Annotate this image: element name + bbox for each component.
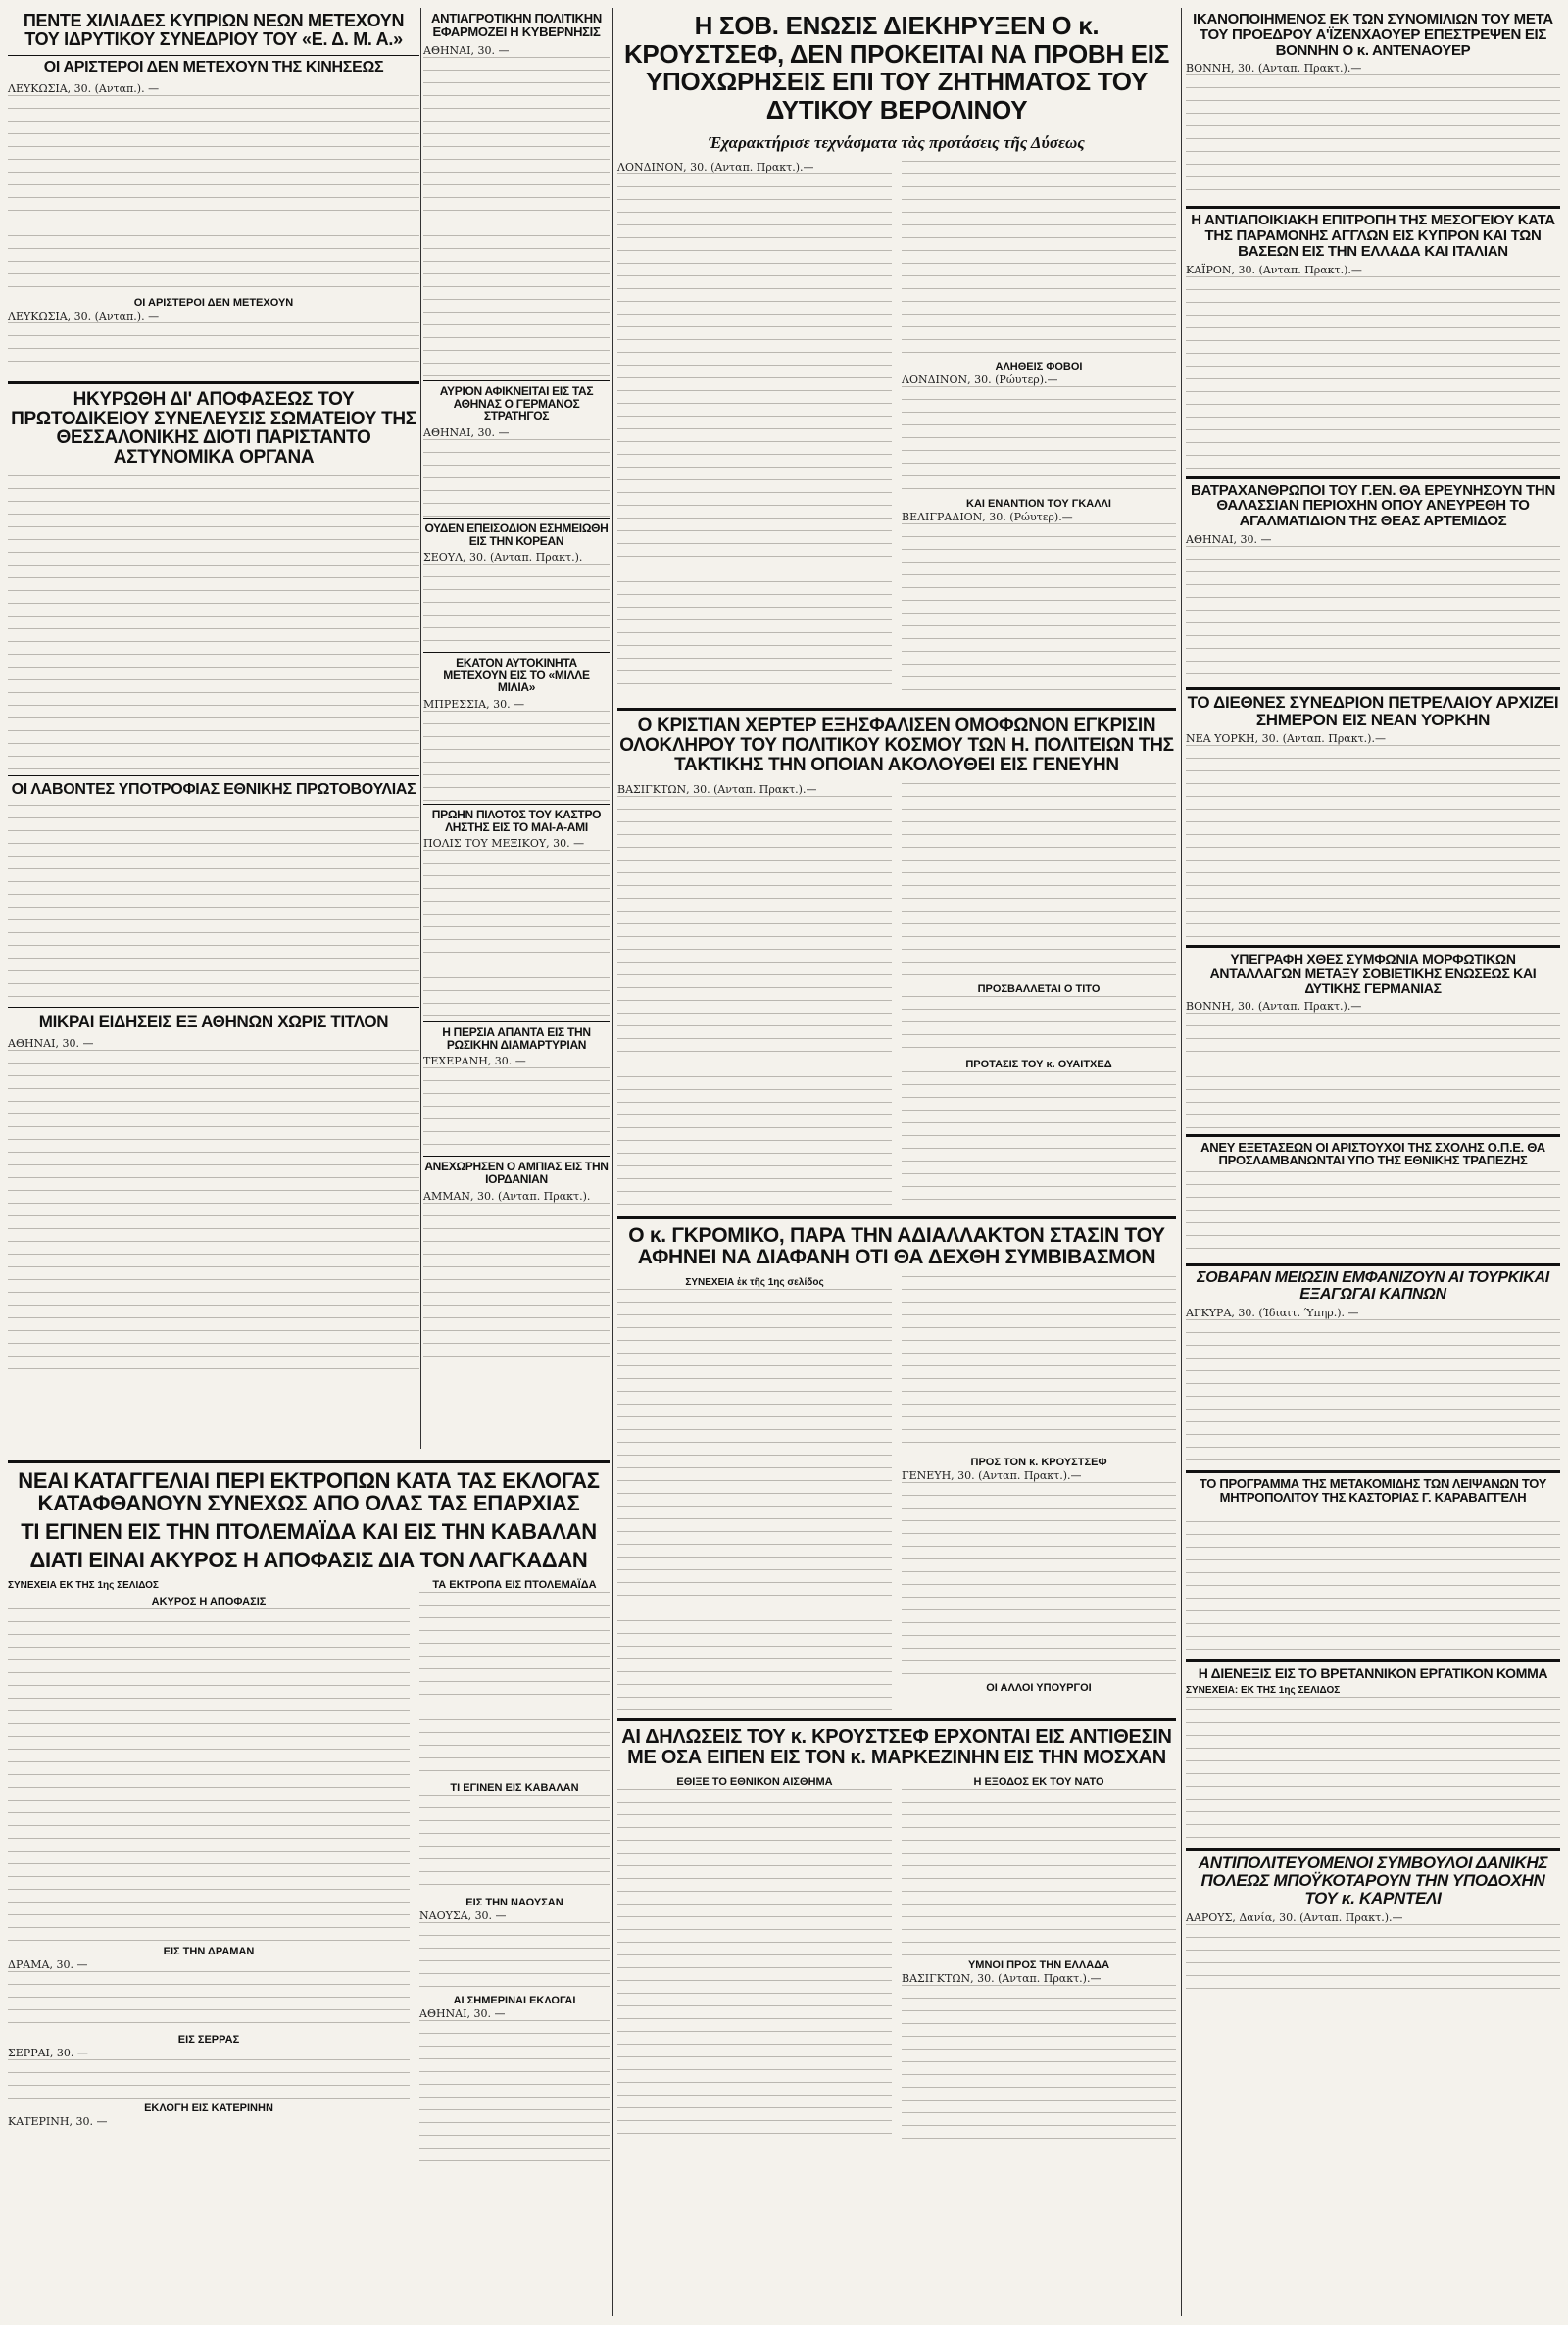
article-body xyxy=(1186,1319,1560,1466)
article-body xyxy=(423,850,610,1021)
headline-mille-miglia: ΕΚΑΤΟΝ ΑΥΤΟΚΙΝΗΤΑ ΜΕΤΕΧΟΥΝ ΕΙΣ ΤΟ «ΜΙΛΛΕ ΜΙΛΙΑ» xyxy=(443,656,590,695)
dateline: ΛΟΝΔΙΝΟΝ, 30. (Ανταπ. Πρακτ.).— xyxy=(617,161,814,174)
subhead-no-leftists: ΟΙ ΑΡΙΣΤΕΡΟΙ ΔΕΝ ΜΕΤΕΧΟΥΝ xyxy=(133,296,294,309)
dateline: ΑΜΜΑΝ, 30. (Ανταπ. Πρακτ.). xyxy=(423,1189,591,1203)
continuation-label: ΣΥΝΕΧΕΙΑ ΕΚ ΤΗΣ 1ης ΣΕΛΙΔΟΣ xyxy=(8,1580,159,1592)
subhead-invalid-decision: ΑΚΥΡΟΣ Η ΑΠΟΦΑΣΙΣ xyxy=(151,1596,267,1608)
subhead-true-fears: ΑΛΗΘΕΙΣ ΦΟΒΟΙ xyxy=(995,361,1083,373)
article-body xyxy=(617,1789,892,2142)
dateline: ΑΘΗΝΑΙ, 30. — xyxy=(419,2007,506,2021)
headline-khrushchev-berlin: Η ΣΟΒ. ΕΝΩΣΙΣ ΔΙΕΚΗΡΥΞΕΝ Ο κ. ΚΡΟΥΣΤΣΕΦ, ΔΕΝ ΠΡΟΚΕΙΤΑΙ ΝΑ ΠΡΟΒΗ ΕΙΣ ΥΠΟΧΩΡΗΣΕΙΣ ΕΠΙ ΤΟΥ ΖΗΤΗΜΑΤΟΣ ΤΟΥ ΔΥΤΙΚΟΥ ΒΕΡΟΛΙΝΟΥ xyxy=(623,11,1170,124)
article-body-short-news xyxy=(8,1050,419,1373)
subhead-kavala: ΤΙ ΕΓΙΝΕΝ ΕΙΣ ΚΑΒΑΛΑΝ xyxy=(450,1782,579,1795)
continuation-label: ΣΥΝΕΧΕΙΑ ἐκ τῆς 1ης σελίδος xyxy=(685,1277,824,1289)
subheadline-western-proposals: Έχαρακτήρισε τεχνάσματα τὰς προτάσεις τῆς Δύσεως xyxy=(709,133,1085,153)
headline-scholarships: ΟΙ ΛΑΒΟΝΤΕΣ ΥΠΟΤΡΟΦΙΑΣ ΕΘΝΙΚΗΣ ΠΡΩΤΟΒΟΥΛΙΑΣ xyxy=(11,781,416,799)
article-body-court xyxy=(8,475,419,769)
article-body xyxy=(423,57,610,380)
dateline: ΣΕΟΥΛ, 30. (Ανταπ. Πρακτ.). xyxy=(423,551,583,565)
subhead-serres: ΕΙΣ ΣΕΡΡΑΣ xyxy=(177,2034,240,2047)
subhead-ptolemaida: ΤΑ ΕΚΤΡΟΠΑ ΕΙΣ ΠΤΟΛΕΜΑΪΔΑ xyxy=(432,1579,597,1592)
subhead-to-khrushchev: ΠΡΟΣ ΤΟΝ κ. ΚΡΟΥΣΤΣΕΦ xyxy=(970,1457,1107,1469)
dateline: ΚΑΪΡΟΝ, 30. (Ανταπ. Πρακτ.).— xyxy=(1186,263,1362,276)
dateline: ΜΠΡΕΣΣΙΑ, 30. — xyxy=(423,698,525,712)
dateline: ΒΑΣΙΓΚΤΩΝ, 30. (Ανταπ. Πρακτ.).— xyxy=(902,1972,1102,1986)
subhead-naousa: ΕΙΣ ΤΗΝ ΝΑΟΥΣΑΝ xyxy=(466,1897,564,1909)
headline-lagadas: ΔΙΑΤΙ ΕΙΝΑΙ ΑΚΥΡΟΣ Η ΑΠΟΦΑΣΙΣ ΔΙΑ ΤΟΝ ΛΑΓΚΑΔΑΝ xyxy=(29,1548,588,1573)
dateline: ΛΟΝΔΙΝΟΝ, 30. (Ρώυτερ).— xyxy=(902,373,1058,387)
dateline: ΠΟΛΙΣ ΤΟΥ ΜΕΞΙΚΟΥ, 30. — xyxy=(423,837,585,851)
headline-castro-pilot: ΠΡΩΗΝ ΠΙΛΟΤΟΣ ΤΟΥ ΚΑΣΤΡΟ ΛΗΣΤΗΣ ΕΙΣ ΤΟ ΜΑΙ-Α-ΑΜΙ xyxy=(431,808,602,834)
dateline: ΝΑΟΥΣΑ, 30. — xyxy=(419,1909,507,1923)
headline-cyprus-youth: ΠΕΝΤΕ ΧΙΛΙΑΔΕΣ ΚΥΠΡΙΩΝ ΝΕΩΝ ΜΕΤΕΧΟΥΝ ΤΟΥ ΙΔΡΥΤΙΚΟΥ ΣΥΝΕΔΡΙΟΥ ΤΟΥ «Ε. Δ. Μ. Α.» xyxy=(23,11,405,49)
article-body xyxy=(1186,745,1560,941)
subhead-hymns-greece: ΥΜΝΟΙ ΠΡΟΣ ΤΗΝ ΕΛΛΑΔΑ xyxy=(967,1959,1110,1972)
article-body xyxy=(419,1592,610,1778)
article-body xyxy=(902,1482,1176,1678)
article-body xyxy=(1186,546,1560,683)
article-body xyxy=(1186,1924,1560,1993)
subhead-other-ministers: ΟΙ ΑΛΛΟΙ ΥΠΟΥΡΓΟΙ xyxy=(986,1682,1092,1695)
headline-ptolemaida-kavala: ΤΙ ΕΓΙΝΕΝ ΕΙΣ ΤΗΝ ΠΤΟΛΕΜΑΪΔΑ ΚΑΙ ΕΙΣ ΤΗΝ ΚΑΒΑΛΑΝ xyxy=(21,1519,597,1545)
article-body xyxy=(902,386,1176,494)
article-body xyxy=(419,2020,610,2167)
article-body xyxy=(419,1922,610,1991)
headline-persia: Η ΠΕΡΣΙΑ ΑΠΑΝΤΑ ΕΙΣ ΤΗΝ ΡΩΣΙΚΗΝ ΔΙΑΜΑΡΤΥΡΙΑΝ xyxy=(442,1025,591,1052)
article-body xyxy=(617,1289,892,1710)
headline-ope-graduates: ΑΝΕΥ ΕΞΕΤΑΣΕΩΝ ΟΙ ΑΡΙΣΤΟΥΧΟΙ ΤΗΣ ΣΧΟΛΗΣ Ο.Π.Ε. ΘΑ ΠΡΟΣΛΑΜΒΑΝΩΝΤΑΙ ΥΠΟ ΤΗΣ ΕΘΝΙΚΗΣ ΤΡΑΠΕΖΗΣ xyxy=(1200,1139,1545,1168)
headline-adenauer: ΙΚΑΝΟΠΟΙΗΜΕΝΟΣ ΕΚ ΤΩΝ ΣΥΝΟΜΙΛΙΩΝ ΤΟΥ ΜΕΤΑ ΤΟΥ ΠΡΟΕΔΡΟΥ Α'ΪΖΕΝΧΑΟΥΕΡ ΕΠΕΣΤΡΕΨΕΝ ΕΙΣ ΒΟΝΝΗΝ Ο κ. ΑΝΤΕΝΑΟΥΕΡ xyxy=(1193,11,1553,59)
subhead-nato-exit: Η ΕΞΟΔΟΣ ΕΚ ΤΟΥ ΝΑΤΟ xyxy=(973,1776,1104,1789)
dateline: ΔΡΑΜΑ, 30. — xyxy=(8,1958,88,1972)
headline-abbas: ΑΝΕΧΩΡΗΣΕΝ Ο ΑΜΠΙΑΣ ΕΙΣ ΤΗΝ ΙΟΡΔΑΝΙΑΝ xyxy=(424,1160,609,1186)
headline-anti-colonial-committee: Η ΑΝΤΙΑΠΟΙΚΙΑΚΗ ΕΠΙΤΡΟΠΗ ΤΗΣ ΜΕΣΟΓΕΙΟΥ ΚΑΤΑ ΤΗΣ ΠΑΡΑΜΟΝΗΣ ΑΓΓΛΩΝ ΕΙΣ ΚΥΠΡΟΝ ΚΑΙ ΤΩΝ ΒΑΣΕΩΝ ΕΙΣ ΤΗΝ ΕΛΛΑΔΑ ΚΑΙ ΙΤΑΛΙΑΝ xyxy=(1191,212,1555,260)
dateline: ΑΘΗΝΑΙ, 30. — xyxy=(423,44,510,58)
article-body xyxy=(423,1203,610,1360)
dateline: ΑΓΚΥΡΑ, 30. (Ίδιαιτ. Ύπηρ.). — xyxy=(1186,1307,1359,1320)
dateline: ΑΘΗΝΑΙ, 30. — xyxy=(8,1036,94,1050)
dateline: ΑΘΗΝΑΙ, 30. — xyxy=(1186,532,1272,546)
column4 xyxy=(1186,8,1560,1993)
continuation-label: ΣΥΝΕΧΕΙΑ: ΕΚ ΤΗΣ 1ης ΣΕΛΙΔΟΣ xyxy=(1186,1685,1341,1697)
headline-korea: ΟΥΔΕΝ ΕΠΕΙΣΟΔΙΟΝ ΕΣΗΜΕΙΩΘΗ ΕΙΣ ΤΗΝ ΚΟΡΕΑΝ xyxy=(424,521,609,548)
dateline: ΒΟΝΝΗ, 30. (Ανταπ. Πρακτ.).— xyxy=(1186,999,1362,1013)
dateline: ΑΘΗΝΑΙ, 30. — xyxy=(423,426,510,440)
article-body xyxy=(1186,1509,1560,1656)
headline-khrushchev-markezinis: ΑΙ ΔΗΛΩΣΕΙΣ ΤΟΥ κ. ΚΡΟΥΣΤΣΕΦ ΕΡΧΟΝΤΑΙ ΕΙΣ ΑΝΤΙΘΕΣΙΝ ΜΕ ΟΣΑ ΕΙΠΕΝ ΕΙΣ ΤΟΝ κ. ΜΑΡΚΕΖΙΝΗΝ ΕΙΣ ΤΗΝ ΜΟΣΧΑΝ xyxy=(621,1726,1172,1769)
headline-gromyko-compromise: Ο κ. ΓΚΡΟΜΙΚΟ, ΠΑΡΑ ΤΗΝ ΑΔΙΑΛΛΑΚΤΟΝ ΣΤΑΣΙΝ ΤΟΥ ΑΦΗΝΕΙ ΝΑ ΔΙΑΦΑΝΗ ΟΤΙ ΘΑ ΔΕΧΘΗ ΣΥΜΒΙΒΑΣΜΟΝ xyxy=(628,1224,1165,1269)
article-body xyxy=(423,439,610,518)
article-body-cyprus xyxy=(8,95,419,291)
dateline: ΣΕΡΡΑΙ, 30. — xyxy=(8,2047,88,2060)
article-body xyxy=(902,161,1176,357)
headline-thessaloniki-court: ΗΚΥΡΩΘΗ ΔΙ' ΑΠΟΦΑΣΕΩΣ ΤΟΥ ΠΡΩΤΟΔΙΚΕΙΟΥ ΣΥΝΕΛΕΥΣΙΣ ΣΩΜΑΤΕΙΟΥ ΤΗΣ ΘΕΣΣΑΛΟΝΙΚΗΣ ΔΙΟΤΙ ΠΑΡΙΣΤΑΝΤΟ ΑΣΤΥΝΟΜΙΚΑ ΟΡΓΑΝΑ xyxy=(11,388,416,469)
dateline: ΒΟΝΝΗ, 30. (Ανταπ. Πρακτ.).— xyxy=(1186,62,1362,75)
subhead-tito: ΠΡΟΣΒΑΛΛΕΤΑΙ Ο ΤΙΤΟ xyxy=(977,983,1101,996)
column1 xyxy=(8,8,419,1449)
article-body xyxy=(902,996,1176,1055)
subhead-whitehead: ΠΡΟΤΑΣΙΣ ΤΟΥ κ. ΟΥΑΙΤΧΕΔ xyxy=(965,1059,1112,1071)
headline-petroleum-congress: ΤΟ ΔΙΕΘΝΕΣ ΣΥΝΕΔΡΙΟΝ ΠΕΤΡΕΛΑΙΟΥ ΑΡΧΙΖΕΙ ΣΗΜΕΡΟΝ ΕΙΣ ΝΕΑΝ ΥΟΡΚΗΝ xyxy=(1187,692,1559,729)
dateline: ΚΑΤΕΡΙΝΗ, 30. — xyxy=(8,2115,108,2129)
elections-story xyxy=(8,1460,610,2167)
subhead-drama: ΕΙΣ ΤΗΝ ΔΡΑΜΑΝ xyxy=(163,1946,255,1958)
subheadline-leftists: ΟΙ ΑΡΙΣΤΕΡΟΙ ΔΕΝ ΜΕΤΕΧΟΥΝ ΤΗΣ ΚΙΝΗΣΕΩΣ xyxy=(8,55,419,76)
article-body-scholarships xyxy=(8,805,419,1001)
dateline: ΒΑΣΙΓΚΤΩΝ, 30. (Ανταπ. Πρακτ.).— xyxy=(617,783,817,797)
dateline: ΛΕΥΚΩΣΙΑ, 30. (Ανταπ.). — xyxy=(8,309,160,322)
article-body xyxy=(1186,1013,1560,1130)
headline-german-general: ΑΥΡΙΟΝ ΑΦΙΚΝΕΙΤΑΙ ΕΙΣ ΤΑΣ ΑΘΗΝΑΣ Ο ΓΕΡΜΑΝΟΣ ΣΤΡΑΤΗΓΟΣ xyxy=(439,384,594,423)
headline-turkish-tobacco: ΣΟΒΑΡΑΝ ΜΕΙΩΣΙΝ ΕΜΦΑΝΙΖΟΥΝ ΑΙ ΤΟΥΡΚΙΚΑΙ ΕΞΑΓΩΓΑΙ ΚΑΠΝΩΝ xyxy=(1197,1268,1549,1303)
headline-cultural-exchanges: ΥΠΕΓΡΑΦΗ ΧΘΕΣ ΣΥΜΦΩΝΙΑ ΜΟΡΦΩΤΙΚΩΝ ΑΝΤΑΛΛΑΓΩΝ ΜΕΤΑΞΥ ΣΟΒΙΕΤΙΚΗΣ ΕΝΩΣΕΩΣ ΚΑΙ ΔΥΤΙΚΗΣ ΓΕΡΜΑΝΙΑΣ xyxy=(1209,951,1537,996)
article-body xyxy=(902,523,1176,700)
article-body xyxy=(423,711,610,804)
article-body xyxy=(1186,1697,1560,1844)
article-body xyxy=(423,1067,610,1156)
article-body xyxy=(902,1071,1176,1209)
article-body xyxy=(902,783,1176,979)
article-body xyxy=(617,173,892,693)
headline-short-news: ΜΙΚΡΑΙ ΕΙΔΗΣΕΙΣ ΕΞ ΑΘΗΝΩΝ ΧΩΡΙΣ ΤΙΤΛΟΝ xyxy=(38,1013,389,1032)
headline-election-complaints: ΝΕΑΙ ΚΑΤΑΓΓΕΛΙΑΙ ΠΕΡΙ ΕΚΤΡΟΠΩΝ ΚΑΤΑ ΤΑΣ ΕΚΛΟΓΑΣ ΚΑΤΑΦΘΑΝΟΥΝ ΣΥΝΕΧΩΣ ΑΠΟ ΟΛΑΣ ΤΑΣ ΕΠΑΡΧΙΑΣ xyxy=(18,1468,600,1516)
article-body xyxy=(8,1608,410,1942)
article-body xyxy=(902,1789,1176,1955)
dateline: ΛΕΥΚΩΣΙΑ, 30. (Ανταπ.). — xyxy=(8,81,160,95)
headline-karavangelis-relics: ΤΟ ΠΡΟΓΡΑΜΜΑ ΤΗΣ ΜΕΤΑΚΟΜΙΔΗΣ ΤΩΝ ΛΕΙΨΑΝΩΝ ΤΟΥ ΜΗΤΡΟΠΟΛΙΤΟΥ ΤΗΣ ΚΑΣΤΟΡΙΑΣ Γ. ΚΑΡΑΒΑΓΓΕΛΗ xyxy=(1199,1476,1547,1506)
subhead-today-elections: ΑΙ ΣΗΜΕΡΙΝΑΙ ΕΚΛΟΓΑΙ xyxy=(453,1995,576,2007)
article-body xyxy=(902,1276,1176,1453)
article-body xyxy=(423,564,610,652)
dateline: ΝΕΑ ΥΟΡΚΗ, 30. (Ανταπ. Πρακτ.).— xyxy=(1186,732,1386,746)
subhead-national-feeling: ΕΘΙΞΕ ΤΟ ΕΘΝΙΚΟΝ ΑΙΣΘΗΜΑ xyxy=(676,1776,833,1789)
dateline: ΒΕΛΙΓΡΑΔΙΟΝ, 30. (Ρώυτερ).— xyxy=(902,511,1073,524)
article-body xyxy=(419,1795,610,1893)
article-body xyxy=(1186,1171,1560,1260)
subhead-against-gaulle: ΚΑΙ ΕΝΑΝΤΙΟΝ ΤΟΥ ΓΚΑΛΛΙ xyxy=(966,498,1111,511)
dateline: ΓΕΝΕΥΗ, 30. (Ανταπ. Πρακτ.).— xyxy=(902,1469,1082,1483)
headline-anti-agrarian: ΑΝΤΙΑΓΡΟΤΙΚΗΝ ΠΟΛΙΤΙΚΗΝ ΕΦΑΡΜΟΖΕΙ Η ΚΥΒΕΡΝΗΣΙΣ xyxy=(431,11,602,39)
article-body xyxy=(1186,74,1560,202)
main-lead-story xyxy=(617,8,1176,2142)
article-body xyxy=(1186,276,1560,472)
headline-herter-approval: Ο ΚΡΙΣΤΙΑΝ ΧΕΡΤΕΡ ΕΞΗΣΦΑΛΙΣΕΝ ΟΜΟΦΩΝΟΝ ΕΓΚΡΙΣΙΝ ΟΛΟΚΛΗΡΟΥ ΤΟΥ ΠΟΛΙΤΙΚΟΥ ΚΟΣΜΟΥ ΤΩΝ Η. ΠΟΛΙΤΕΙΩΝ ΤΗΣ ΤΑΚΤΙΚΗΣ ΤΗΝ ΟΠΟΙΑΝ ΑΚΟΛΟΥΘΕΙ ΕΙΣ ΓΕΝΕΥΗΝ xyxy=(619,716,1174,776)
headline-labour-party: Η ΔΙΕΝΕΞΙΣ ΕΙΣ ΤΟ ΒΡΕΤΑΝΝΙΚΟΝ ΕΡΓΑΤΙΚΟΝ ΚΟΜΜΑ xyxy=(1198,1664,1548,1681)
subhead-katerini: ΕΚΛΟΓΗ ΕΙΣ ΚΑΤΕΡΙΝΗΝ xyxy=(144,2102,273,2115)
article-body xyxy=(902,1985,1176,2142)
dateline: ΤΕΧΕΡΑΝΗ, 30. — xyxy=(423,1055,526,1068)
headline-danish-boycott: ΑΝΤΙΠΟΛΙΤΕΥΟΜΕΝΟΙ ΣΥΜΒΟΥΛΟΙ ΔΑΝΙΚΗΣ ΠΟΛΕΩΣ ΜΠΟΫΚΟΤΑΡΟΥΝ ΤΗΝ ΥΠΟΔΟΧΗΝ ΤΟΥ κ. ΚΑΡΝΤΕΛΙ xyxy=(1198,1854,1548,1908)
article-body xyxy=(8,322,419,373)
dateline: ΑΑΡΟΥΣ, Δανία, 30. (Ανταπ. Πρακτ.).— xyxy=(1186,1910,1403,1924)
headline-frogmen-artemis: ΒΑΤΡΑΧΑΝΘΡΩΠΟΙ ΤΟΥ Γ.ΕΝ. ΘΑ ΕΡΕΥΝΗΣΟΥΝ ΤΗΝ ΘΑΛΑΣΣΙΑΝ ΠΕΡΙΟΧΗΝ ΟΠΟΥ ΑΝΕΥΡΕΘΗ ΤΟ ΑΓΑΛΜΑΤΙΔΙΟΝ ΤΗΣ ΘΕΑΣ ΑΡΤΕΜΙΔΟΣ xyxy=(1191,481,1555,529)
article-body xyxy=(8,2059,410,2099)
article-body xyxy=(617,796,892,1208)
article-body xyxy=(8,1971,410,2030)
